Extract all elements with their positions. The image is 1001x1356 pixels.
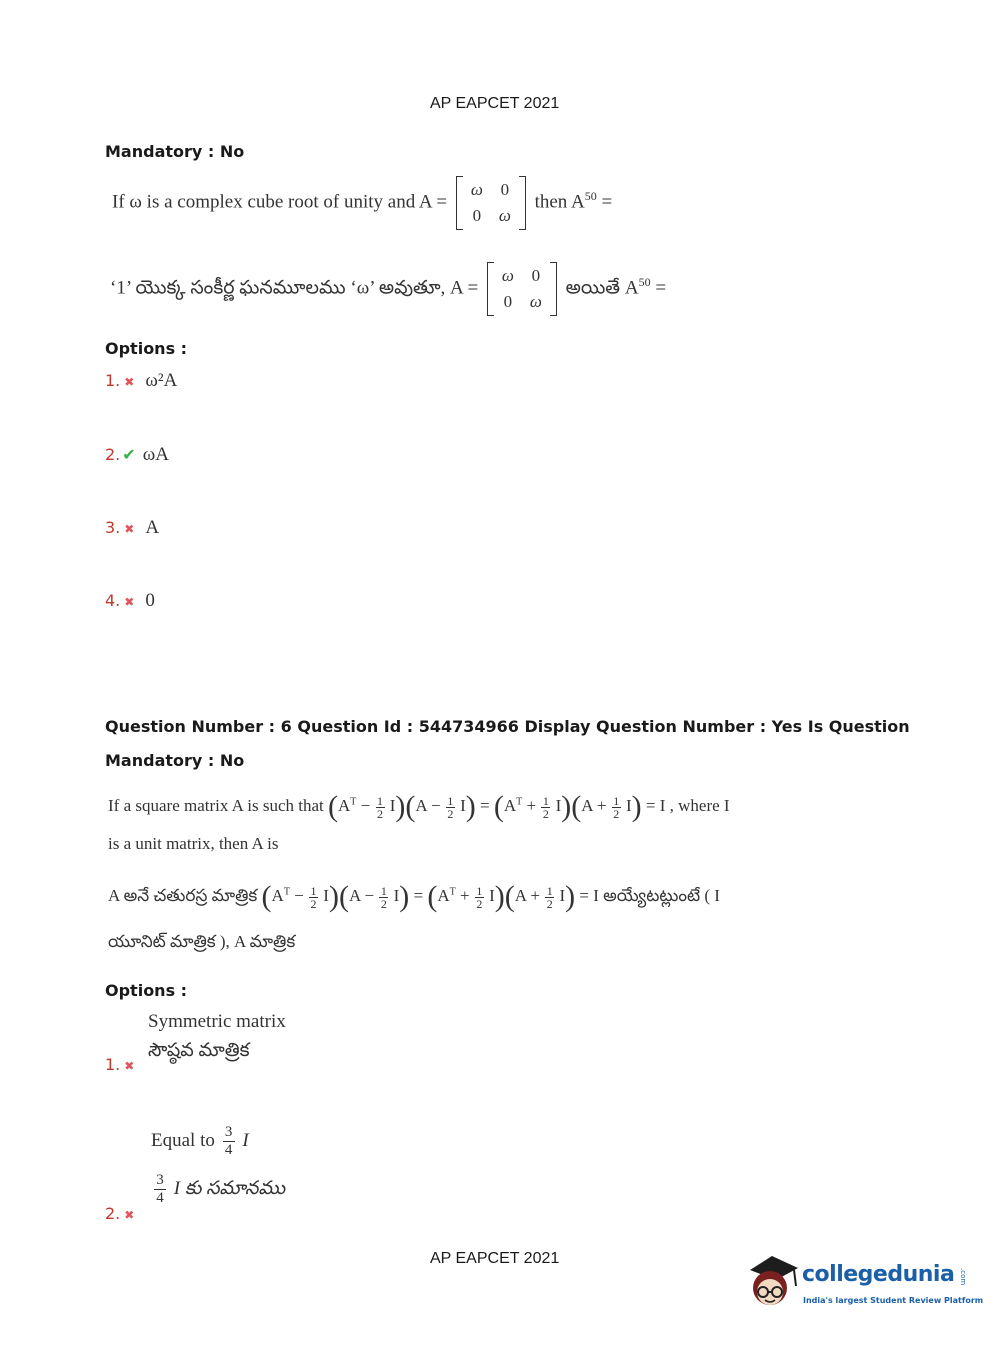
q5-options-label: Options :: [105, 339, 188, 358]
q6-mandatory: Mandatory : No: [105, 751, 245, 770]
cross-icon: ✖: [124, 1208, 135, 1222]
q5-matrix-te: ω 0 0 ω: [487, 262, 557, 316]
collegedunia-logo[interactable]: [742, 1250, 984, 1316]
cross-icon: ✖: [124, 375, 135, 389]
q6-options-label: Options :: [105, 981, 188, 1000]
q5-matrix-en: ω 0 0 ω: [456, 176, 526, 230]
mascot-icon: [742, 1250, 802, 1316]
q5-mandatory: Mandatory : No: [105, 142, 245, 161]
q6-option-2-english: Equal to $\frac{3}{4}$ I: [151, 1124, 249, 1158]
q6-option-1-telugu: సౌష్ఠవ మాత్రిక: [148, 1040, 250, 1061]
check-icon: ✔: [122, 445, 136, 464]
page-footer: AP EAPCET 2021: [430, 1250, 560, 1267]
q6-option-2-telugu: $\frac{3}{4}$ I కు సమానము: [151, 1172, 285, 1207]
logo-tld: .com: [959, 1268, 967, 1286]
q6-meta: Question Number : 6 Question Id : 544734966 Display Question Number : Yes Is Question: [105, 717, 910, 736]
q6-question-telugu-line2: యూనిట్ మాత్రిక ), A మాత్రిక: [108, 932, 296, 951]
q5-en-suffix: then A: [534, 191, 585, 213]
q5-option-4[interactable]: 4. ✖ 0: [105, 590, 155, 611]
q5-en-prefix: If ω is a complex cube root of unity and A =: [112, 191, 448, 213]
logo-tagline: India's largest Student Review Platform: [803, 1296, 984, 1305]
q5-te-prefix: ‘1’ యొక్క సంకీర్ణ ఘనమూలము ‘ω’ అవుతూ, A =: [110, 277, 479, 299]
q6-option-2[interactable]: 2. ✖: [105, 1204, 135, 1223]
q5-question-english: If ω is a complex cube root of unity and A = ω 0 0 ω then $A^{50}$ =: [112, 176, 612, 230]
q5-option-3[interactable]: 3. ✖ A: [105, 517, 160, 538]
logo-brand: collegedunia: [802, 1262, 955, 1287]
cross-icon: ✖: [124, 595, 135, 609]
q6-question-english: If a square matrix A is such that ($A^T$ − $\frac{1}{2}$ I)(A − $\frac{1}{2}$ $I) = (A^T$ + $\frac{1}{2}$ I)(A + $\frac{1}{2}$ I) = I , where I: [108, 790, 730, 823]
q6-question-english-line2: is a unit matrix, then A is: [108, 834, 279, 853]
q6-option-1-english: Symmetric matrix: [148, 1011, 286, 1032]
cross-icon: ✖: [124, 522, 135, 536]
page-header: AP EAPCET 2021: [430, 95, 560, 112]
q5-te-suffix: అయితే A: [565, 277, 639, 299]
q5-option-2[interactable]: 2. ✔ ωA: [105, 444, 169, 465]
q6-question-telugu: A అనే చతురస్ర మాత్రిక ($A^T$ − $\frac{1}{2}$ I)(A − $\frac{1}{2}$ $I) = (A^T$ + $\frac{1}{2}$ I)(A + $\frac{1}{2}$ I) = I అయ్యేటట్లుంటే ( I: [108, 880, 720, 913]
q5-option-1[interactable]: 1. ✖ ω²A: [105, 370, 178, 391]
q5-question-telugu: ‘1’ యొక్క సంకీర్ణ ఘనమూలము ‘ω’ అవుతూ, A = ω 0 0 ω అయితే $A^{50}$ =: [110, 262, 666, 316]
q6-option-1[interactable]: 1. ✖: [105, 1055, 135, 1074]
cross-icon: ✖: [124, 1059, 135, 1073]
